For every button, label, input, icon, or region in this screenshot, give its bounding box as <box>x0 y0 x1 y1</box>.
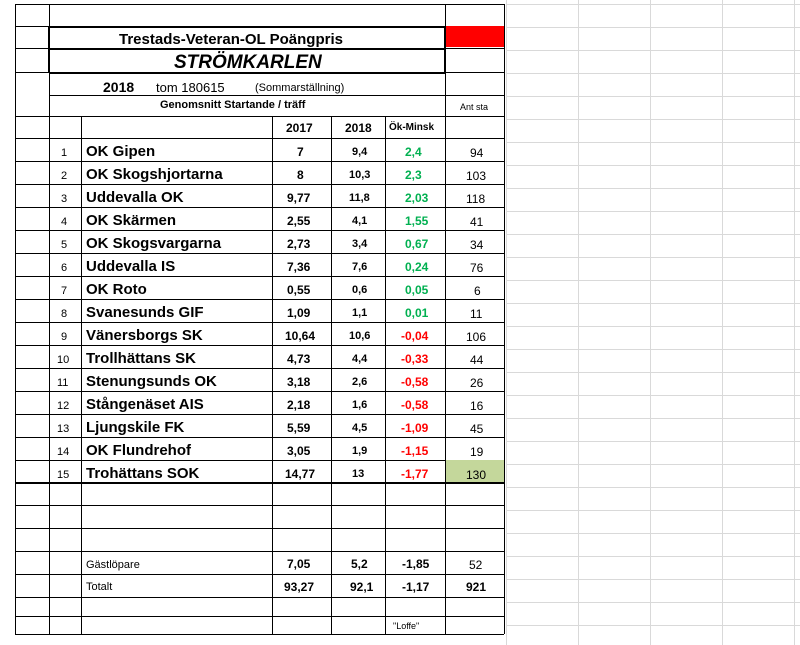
row-rank: 3 <box>61 193 68 205</box>
table-row-border <box>15 597 504 598</box>
sheet-gridline <box>506 326 800 327</box>
sheet-gridline <box>506 73 800 74</box>
row-change: -1,77 <box>401 467 429 481</box>
sheet-gridline <box>506 234 800 235</box>
sheet-gridline <box>506 119 800 120</box>
row-rank: 10 <box>57 354 70 366</box>
table-row-border <box>15 551 504 552</box>
total-label: Totalt <box>86 581 113 593</box>
row-rank: 12 <box>57 400 70 412</box>
table-row-border <box>15 230 504 231</box>
table-column-border <box>15 4 16 634</box>
table-row-border <box>15 299 504 300</box>
ant-sta-label: Ant sta <box>460 102 489 112</box>
guest-2018: 5,2 <box>351 557 368 571</box>
sheet-gridline <box>506 349 800 350</box>
table-column-border <box>272 116 273 634</box>
sheet-gridline <box>506 50 800 51</box>
sheet-gridline <box>506 625 800 626</box>
row-2017: 8 <box>297 168 304 182</box>
row-rank: 2 <box>61 170 68 182</box>
row-2017: 5,59 <box>287 421 311 435</box>
row-2017: 1,09 <box>287 306 311 320</box>
row-2017: 14,77 <box>285 467 316 481</box>
sheet-gridline <box>506 464 800 465</box>
col-2018-header: 2018 <box>345 121 372 135</box>
table-column-border <box>331 116 332 634</box>
row-ant: 34 <box>470 238 484 252</box>
row-ant: 118 <box>466 192 486 206</box>
row-club: Svanesunds GIF <box>86 304 204 321</box>
row-change: -0,58 <box>401 398 429 412</box>
row-club: Vänersborgs SK <box>86 327 203 344</box>
row-2017: 2,73 <box>287 237 311 251</box>
row-club: Ljungskile FK <box>86 419 185 436</box>
row-club: OK Skogshjortarna <box>86 166 223 183</box>
table-row-border <box>15 4 504 5</box>
row-2018: 7,6 <box>352 261 368 273</box>
row-change: 0,05 <box>405 283 429 297</box>
row-rank: 8 <box>61 308 68 320</box>
row-change: -0,33 <box>401 352 429 366</box>
sheet-gridline <box>506 487 800 488</box>
table-row-border <box>15 368 504 369</box>
row-2018: 10,3 <box>349 169 371 181</box>
col-change-header: Ök-Minsk <box>389 122 435 133</box>
sheet-gridline <box>506 211 800 212</box>
title-border <box>49 26 446 28</box>
row-2017: 4,73 <box>287 352 311 366</box>
season-label: (Sommarställning) <box>255 82 345 94</box>
sheet-gridline <box>506 96 800 97</box>
table-row-border <box>15 138 504 139</box>
row-rank: 15 <box>57 469 70 481</box>
title-border <box>49 48 446 50</box>
row-2018: 4,4 <box>352 353 368 365</box>
sheet-gridline <box>506 142 800 143</box>
total-2018: 92,1 <box>350 580 374 594</box>
table-row-border <box>15 483 504 484</box>
row-change: -1,15 <box>401 444 429 458</box>
tom-label: tom 180615 <box>156 80 225 95</box>
row-rank: 14 <box>57 446 70 458</box>
row-ant: 76 <box>470 261 484 275</box>
table-row-border <box>15 322 504 323</box>
sheet-gridline <box>506 257 800 258</box>
row-2018: 9,4 <box>352 146 368 158</box>
total-change: -1,17 <box>402 580 430 594</box>
row-change: -0,04 <box>401 329 429 343</box>
sheet-gridline <box>506 165 800 166</box>
row-club: Stångenäset AIS <box>86 396 204 413</box>
sheet-gridline <box>506 579 800 580</box>
row-change: 0,24 <box>405 260 429 274</box>
row-2018: 4,5 <box>352 422 368 434</box>
row-2018: 2,6 <box>352 376 368 388</box>
table-row-border <box>15 161 504 162</box>
table-row-border <box>15 616 504 617</box>
guest-2017: 7,05 <box>287 557 311 571</box>
row-change: 2,3 <box>405 168 422 182</box>
row-ant: 103 <box>466 169 487 183</box>
table-row-border <box>15 276 504 277</box>
table-row-border <box>15 528 504 529</box>
table-column-border <box>49 4 50 634</box>
row-club: Stenungsunds OK <box>86 373 217 390</box>
sheet-gridline <box>506 280 800 281</box>
row-ant: 16 <box>470 399 484 413</box>
table-row-border <box>15 574 504 575</box>
row-ant: 6 <box>474 284 481 298</box>
row-ant: 130 <box>466 468 487 482</box>
row-club: Trollhättans SK <box>86 350 197 367</box>
row-club: OK Gipen <box>86 143 156 160</box>
row-ant: 41 <box>470 215 484 229</box>
row-rank: 1 <box>61 147 68 159</box>
row-change: 1,55 <box>405 214 429 228</box>
table-row-border <box>15 207 504 208</box>
row-2017: 7 <box>297 145 304 159</box>
row-2018: 11,8 <box>349 192 370 204</box>
row-change: 2,4 <box>405 145 422 159</box>
row-club: OK Roto <box>86 281 147 298</box>
row-ant: 19 <box>470 445 484 459</box>
sheet-gridline <box>506 602 800 603</box>
row-rank: 11 <box>57 377 69 389</box>
table-row-border <box>15 345 504 346</box>
row-2018: 0,6 <box>352 284 368 296</box>
row-2017: 3,05 <box>287 444 311 458</box>
guest-ant: 52 <box>469 558 483 572</box>
table-row-border <box>15 414 504 415</box>
row-rank: 7 <box>61 285 68 297</box>
row-2018: 1,1 <box>352 307 368 319</box>
row-2018: 1,6 <box>352 399 368 411</box>
author-note: "Loffe" <box>393 621 420 631</box>
row-2017: 2,55 <box>287 214 311 228</box>
sheet-gridline <box>506 395 800 396</box>
row-rank: 6 <box>61 262 68 274</box>
row-club: OK Skogsvargarna <box>86 235 222 252</box>
sheet-gridline <box>506 188 800 189</box>
row-ant: 26 <box>470 376 484 390</box>
row-2018: 3,4 <box>352 238 368 250</box>
row-ant: 44 <box>470 353 484 367</box>
title-border <box>48 26 50 72</box>
row-change: 0,01 <box>405 306 429 320</box>
row-ant: 11 <box>470 307 483 321</box>
row-rank: 9 <box>61 331 68 343</box>
table-column-border <box>445 4 446 634</box>
col-2017-header: 2017 <box>286 121 313 135</box>
row-rank: 13 <box>57 423 70 435</box>
table-row-border <box>15 437 504 438</box>
row-club: OK Flundrehof <box>86 442 191 459</box>
sheet-subtitle: STRÖMKARLEN <box>174 52 322 73</box>
row-2018: 4,1 <box>352 215 368 227</box>
table-column-border <box>81 116 82 634</box>
row-2017: 10,64 <box>285 329 316 343</box>
table-row-border <box>50 95 504 96</box>
row-2017: 9,77 <box>287 191 311 205</box>
row-2017: 0,55 <box>287 283 311 297</box>
sheet-gridline <box>506 303 800 304</box>
row-change: 0,67 <box>405 237 429 251</box>
row-change: -0,58 <box>401 375 429 389</box>
row-2017: 2,18 <box>287 398 311 412</box>
row-ant: 45 <box>470 422 484 436</box>
row-club: OK Skärmen <box>86 212 177 229</box>
row-change: 2,03 <box>405 191 429 205</box>
sheet-gridline <box>506 27 800 28</box>
guest-change: -1,85 <box>402 557 430 571</box>
row-club: Uddevalla OK <box>86 189 184 206</box>
section-label: Genomsnitt Startande / träff <box>160 99 306 111</box>
row-club: Trohättans SOK <box>86 465 200 482</box>
row-ant: 94 <box>470 146 484 160</box>
sheet-gridline <box>506 441 800 442</box>
row-change: -1,09 <box>401 421 429 435</box>
sheet-title: Trestads-Veteran-OL Poängpris <box>119 31 343 48</box>
table-row-border <box>15 253 504 254</box>
row-2017: 7,36 <box>287 260 311 274</box>
row-rank: 5 <box>61 239 68 251</box>
sheet-gridline <box>506 556 800 557</box>
row-2018: 10,6 <box>349 330 371 342</box>
row-rank: 4 <box>61 216 68 228</box>
table-row-border <box>15 116 504 117</box>
table-row-border <box>15 505 504 506</box>
year-label: 2018 <box>103 79 135 95</box>
sheet-gridline <box>506 372 800 373</box>
table-row-border <box>15 391 504 392</box>
table-column-border <box>504 4 505 634</box>
table-column-border <box>385 116 386 634</box>
row-2017: 3,18 <box>287 375 311 389</box>
red-highlight-cell[interactable] <box>446 26 504 47</box>
total-2017: 93,27 <box>284 580 315 594</box>
row-2018: 1,9 <box>352 445 368 457</box>
guest-label: Gästlöpare <box>86 559 140 571</box>
sheet-gridline <box>506 4 800 5</box>
sheet-gridline <box>506 418 800 419</box>
table-row-border <box>15 460 504 461</box>
total-ant: 921 <box>466 580 487 594</box>
table-row-border <box>15 184 504 185</box>
row-2018: 13 <box>352 468 365 480</box>
row-ant: 106 <box>466 330 487 344</box>
sheet-gridline <box>506 533 800 534</box>
table-row-border <box>15 634 504 635</box>
sheet-gridline <box>506 510 800 511</box>
row-club: Uddevalla IS <box>86 258 176 275</box>
